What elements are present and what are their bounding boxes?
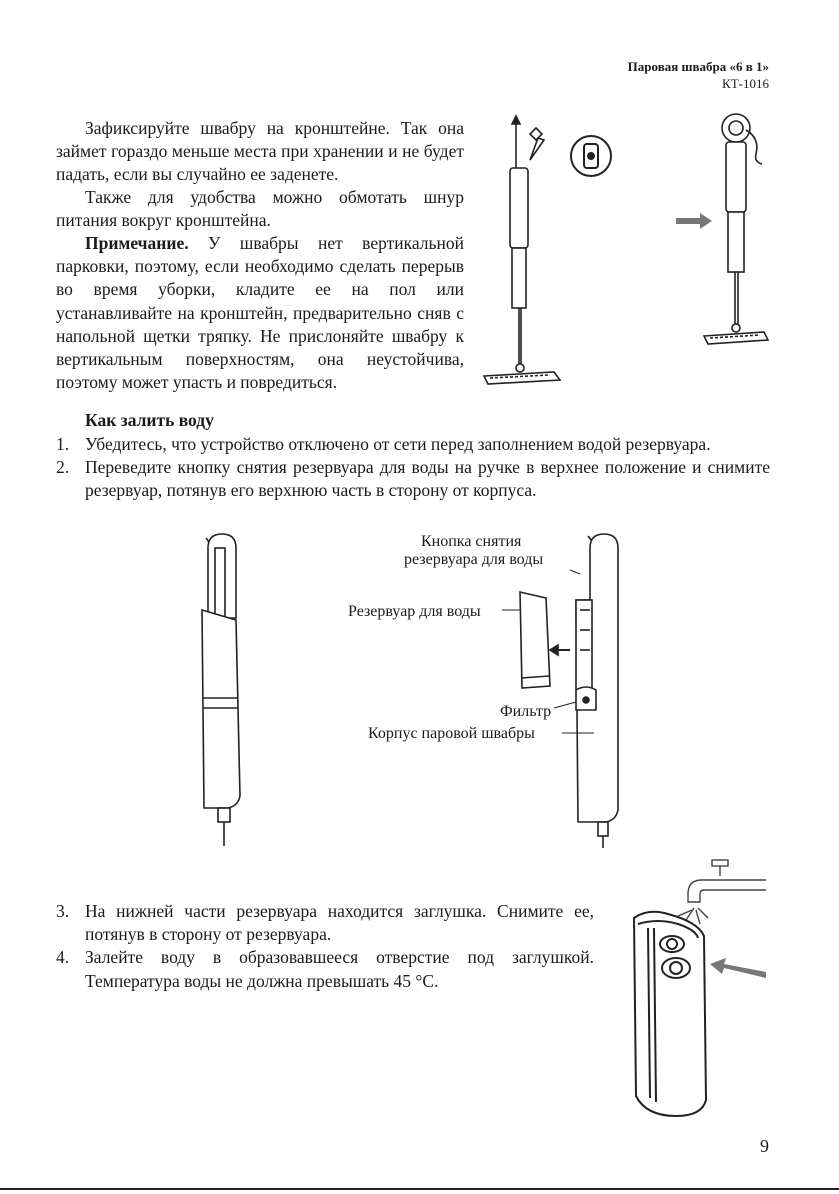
fill-steps-list-2	[56, 900, 594, 993]
note-text: У швабры нет вертикальной парковки, поэтому, если необходимо сделать перерыв во время уборки, кладите ее на пол или устанавливайте на кронштейн, предварительно сняв с напольной щетки тряпку. Не прислоняйте швабру к вертикальным поверхностям, она неустойчива, поэтому может упасть и повредиться.	[56, 233, 464, 393]
storage-paragraph-1: Зафиксируйте швабру на кронштейне. Так она займет гораздо меньше места при хранении и не будет падать, если вы случайно ее заденете.	[56, 118, 464, 185]
header-title: Паровая швабра «6 в 1»	[627, 59, 769, 74]
list-item	[56, 456, 770, 502]
label-water-tank: Резервуар для воды	[348, 603, 481, 620]
step-number: 4.	[56, 947, 70, 968]
label-mop-body: Корпус паровой швабры	[368, 725, 535, 742]
running-header	[628, 58, 769, 92]
step-text: Убедитесь, что устройство отключено от сети перед заполнением водой резервуара.	[85, 434, 711, 454]
mop-on-bracket-illustration	[478, 110, 770, 402]
step-number: 2.	[56, 457, 70, 478]
page-number: 9	[760, 1136, 769, 1156]
note-label: Примечание.	[85, 233, 189, 253]
step-number: 1.	[56, 434, 70, 454]
tank-removal-illustration	[510, 530, 630, 850]
step-text: Переведите кнопку снятия резервуара для воды на ручке в верхнее положение и снимите резервуар, потянув его верхнюю часть в сторону от корпуса.	[85, 457, 770, 501]
tank-filling-illustration	[620, 858, 780, 1120]
label-filter: Фильтр	[500, 703, 552, 720]
fill-steps-list-1	[56, 433, 770, 503]
list-item	[56, 433, 770, 456]
label-release-button-line2: резервуара для воды	[404, 551, 544, 568]
bottom-rule	[0, 1188, 839, 1190]
list-item	[56, 946, 594, 992]
mop-handle-assembled-illustration	[190, 528, 260, 848]
label-release-button-line1: Кнопка снятия	[421, 533, 522, 550]
step-text: На нижней части резервуара находится заглушка. Снимите ее, потянув в сторону от резервуара.	[85, 901, 594, 945]
step-number: 3.	[56, 901, 70, 921]
section-title-fill-water: Как залить воду	[85, 410, 214, 430]
header-model: КТ-1016	[722, 76, 769, 91]
list-item	[56, 900, 594, 946]
storage-paragraph-2: Также для удобства можно обмотать шнур питания вокруг кронштейна.	[56, 187, 464, 231]
storage-note	[56, 232, 464, 394]
step-text: Залейте воду в образовавшееся отверстие под заглушкой. Температура воды не должна превышать 45 °С.	[85, 947, 594, 991]
